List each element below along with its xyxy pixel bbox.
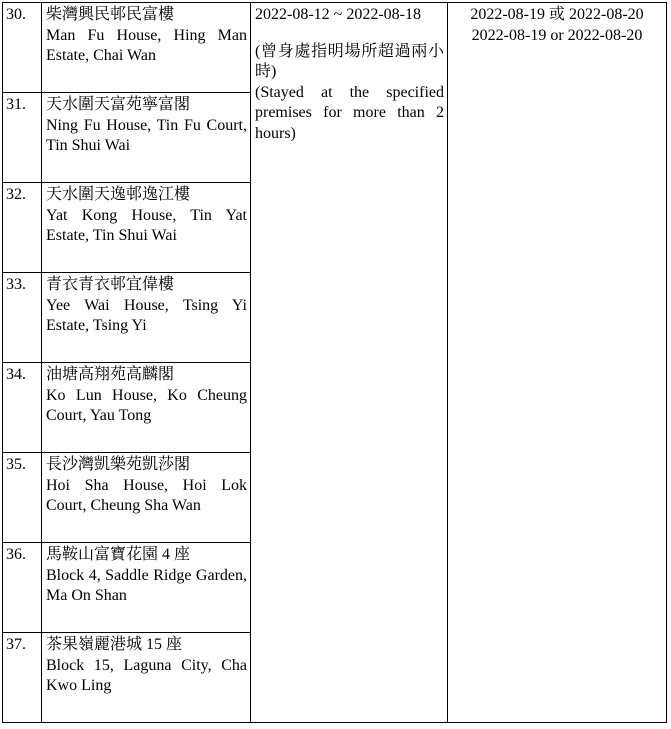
building-name-zh: 油塘高翔苑高麟閣 — [46, 366, 175, 383]
building-name-zh: 柴灣興民邨民富樓 — [46, 6, 175, 23]
row-number: 36. — [3, 543, 42, 633]
building-name-zh: 茶果嶺麗港城 15 座 — [46, 636, 183, 653]
building-name-en: Block 4, Saddle Ridge Garden, Ma On Shan — [46, 566, 247, 604]
table-row — [3, 3, 667, 93]
building-name-zh: 馬鞍山富寶花園 4 座 — [46, 546, 191, 563]
building-name-en: Hoi Sha House, Hoi Lok Court, Cheung Sha Wan — [46, 476, 247, 514]
building-name-en: Man Fu House, Hing Man Estate, Chai Wan — [46, 26, 247, 64]
test-dates-cell — [448, 3, 667, 723]
row-number: 34. — [3, 363, 42, 453]
building-cell — [42, 183, 251, 273]
row-number: 30. — [3, 3, 42, 93]
building-cell — [42, 633, 251, 723]
row-number: 31. — [3, 93, 42, 183]
building-name-zh: 天水圍天逸邨逸江樓 — [46, 186, 191, 203]
row-number: 32. — [3, 183, 42, 273]
row-number: 37. — [3, 633, 42, 723]
building-cell — [42, 453, 251, 543]
building-name-en: Ko Lun House, Ko Cheung Court, Yau Tong — [46, 386, 247, 424]
building-cell — [42, 543, 251, 633]
building-cell — [42, 363, 251, 453]
stay-note-en: (Stayed at the specified premises for more than 2 hours) — [255, 83, 444, 142]
test-dates-en: 2022-08-19 or 2022-08-20 — [471, 26, 643, 44]
building-name-zh: 青衣青衣邨宜偉樓 — [46, 276, 175, 293]
building-name-zh: 長沙灣凱樂苑凱莎閣 — [46, 456, 191, 473]
building-name-en: Yee Wai House, Tsing Yi Estate, Tsing Yi — [46, 296, 247, 334]
building-name-en: Ning Fu House, Tin Fu Court, Tin Shui Wai — [46, 116, 247, 154]
building-cell — [42, 3, 251, 93]
building-name-en: Yat Kong House, Tin Yat Estate, Tin Shui Wai — [46, 206, 247, 244]
premises-table — [2, 2, 667, 723]
stay-note-zh: (曾身處指明場所超過兩小時) — [255, 42, 444, 80]
test-dates-zh: 2022-08-19 或 2022-08-20 — [470, 6, 644, 23]
building-cell — [42, 93, 251, 183]
building-cell — [42, 273, 251, 363]
building-name-zh: 天水圍天富苑寧富閣 — [46, 96, 191, 113]
row-number: 33. — [3, 273, 42, 363]
row-number: 35. — [3, 453, 42, 543]
building-name-en: Block 15, Laguna City, Cha Kwo Ling — [46, 656, 247, 694]
stay-period-range: 2022-08-12 ~ 2022-08-18 — [255, 6, 421, 23]
stay-period-cell — [251, 3, 448, 723]
